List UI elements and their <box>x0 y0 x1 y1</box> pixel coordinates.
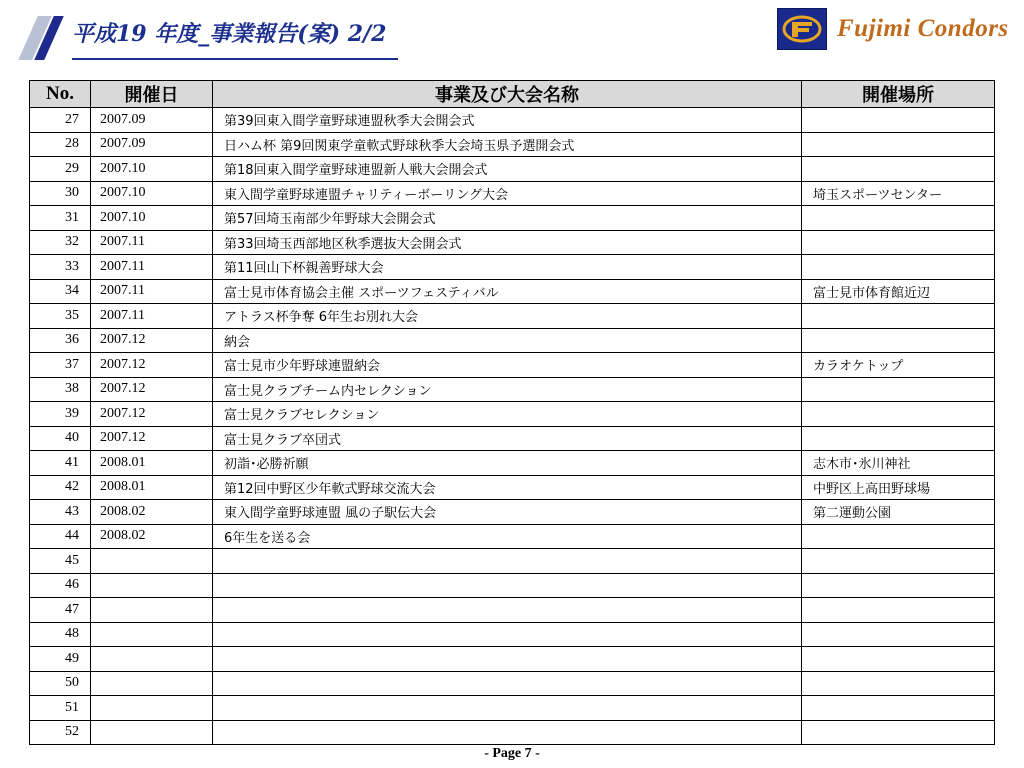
event-name <box>213 598 802 623</box>
table-row <box>30 426 995 451</box>
row-number: 48 <box>30 622 91 647</box>
event-name: 第11回山下杯親善野球大会 <box>213 255 802 280</box>
event-date: 2007.12 <box>91 353 213 378</box>
event-name: 富士見市少年野球連盟納会 <box>213 353 802 378</box>
event-venue <box>802 524 995 549</box>
row-number: 35 <box>30 304 91 329</box>
table-row <box>30 598 995 623</box>
event-date: 2007.11 <box>91 230 213 255</box>
event-venue <box>802 573 995 598</box>
row-number: 34 <box>30 279 91 304</box>
row-number: 40 <box>30 426 91 451</box>
event-date: 2007.09 <box>91 108 213 133</box>
event-name: 6年生を送る会 <box>213 524 802 549</box>
event-date: 2007.12 <box>91 426 213 451</box>
table-row <box>30 108 995 133</box>
event-name: 第18回東入間学童野球連盟新人戦大会開会式 <box>213 157 802 182</box>
event-name <box>213 647 802 672</box>
table-row <box>30 328 995 353</box>
event-venue <box>802 720 995 745</box>
row-number: 30 <box>30 181 91 206</box>
table-row <box>30 524 995 549</box>
table-row <box>30 255 995 280</box>
event-venue <box>802 671 995 696</box>
event-venue: 中野区上高田野球場 <box>802 475 995 500</box>
table-row <box>30 402 995 427</box>
table-row <box>30 230 995 255</box>
event-venue <box>802 157 995 182</box>
event-date: 2008.01 <box>91 451 213 476</box>
event-date <box>91 622 213 647</box>
event-date <box>91 549 213 574</box>
event-name <box>213 573 802 598</box>
event-date: 2007.09 <box>91 132 213 157</box>
event-name: 第57回埼玉南部少年野球大会開会式 <box>213 206 802 231</box>
column-header-date: 開催日 <box>91 81 213 108</box>
title-area <box>72 14 386 54</box>
row-number: 39 <box>30 402 91 427</box>
event-venue <box>802 622 995 647</box>
event-name <box>213 549 802 574</box>
table-row <box>30 304 995 329</box>
table-row <box>30 647 995 672</box>
event-name <box>213 622 802 647</box>
event-date <box>91 671 213 696</box>
row-number: 43 <box>30 500 91 525</box>
event-name: 富士見クラブチーム内セレクション <box>213 377 802 402</box>
title-underline <box>72 58 398 60</box>
event-name <box>213 671 802 696</box>
event-name: 第39回東入間学童野球連盟秋季大会開会式 <box>213 108 802 133</box>
table-row <box>30 500 995 525</box>
event-date: 2007.12 <box>91 377 213 402</box>
fc-emblem-icon <box>777 8 827 50</box>
row-number: 28 <box>30 132 91 157</box>
row-number: 49 <box>30 647 91 672</box>
row-number: 37 <box>30 353 91 378</box>
event-venue <box>802 230 995 255</box>
team-logo <box>777 8 1009 50</box>
event-name: アトラス杯争奪 6年生お別れ大会 <box>213 304 802 329</box>
event-venue <box>802 108 995 133</box>
event-name: 初詣･必勝祈願 <box>213 451 802 476</box>
event-date: 2007.10 <box>91 206 213 231</box>
event-name: 富士見クラブセレクション <box>213 402 802 427</box>
page-title: 平成19 年度_事業報告(案) 2/2 <box>72 21 387 47</box>
event-name: 日ハム杯 第9回関東学童軟式野球秋季大会埼玉県予選開会式 <box>213 132 802 157</box>
event-date <box>91 647 213 672</box>
row-number: 41 <box>30 451 91 476</box>
table-row <box>30 206 995 231</box>
event-venue: カラオケトップ <box>802 353 995 378</box>
row-number: 42 <box>30 475 91 500</box>
event-name: 納会 <box>213 328 802 353</box>
event-venue: 第二運動公園 <box>802 500 995 525</box>
event-name: 富士見クラブ卒団式 <box>213 426 802 451</box>
event-date: 2007.12 <box>91 328 213 353</box>
event-date: 2007.11 <box>91 279 213 304</box>
slide-header <box>0 0 1024 64</box>
table-row <box>30 475 995 500</box>
table-row <box>30 451 995 476</box>
table-body <box>30 108 995 745</box>
table-header-row <box>30 81 995 108</box>
event-venue <box>802 696 995 721</box>
event-venue <box>802 132 995 157</box>
table-row <box>30 279 995 304</box>
table-row <box>30 132 995 157</box>
event-venue: 富士見市体育館近辺 <box>802 279 995 304</box>
row-number: 52 <box>30 720 91 745</box>
row-number: 47 <box>30 598 91 623</box>
logo-wordmark: Fujimi Condors <box>837 15 1009 42</box>
event-venue <box>802 549 995 574</box>
event-date: 2007.12 <box>91 402 213 427</box>
column-header-venue: 開催場所 <box>802 81 995 108</box>
event-name: 第33回埼玉西部地区秋季選抜大会開会式 <box>213 230 802 255</box>
event-date <box>91 696 213 721</box>
row-number: 27 <box>30 108 91 133</box>
event-name <box>213 696 802 721</box>
event-date <box>91 573 213 598</box>
event-venue <box>802 598 995 623</box>
table-row <box>30 157 995 182</box>
event-date: 2007.11 <box>91 304 213 329</box>
row-number: 33 <box>30 255 91 280</box>
event-table <box>29 80 995 745</box>
table-row <box>30 377 995 402</box>
event-date: 2008.01 <box>91 475 213 500</box>
table-row <box>30 353 995 378</box>
table-row <box>30 622 995 647</box>
table-row <box>30 181 995 206</box>
event-name: 東入間学童野球連盟チャリティーボーリング大会 <box>213 181 802 206</box>
event-date: 2008.02 <box>91 524 213 549</box>
row-number: 46 <box>30 573 91 598</box>
event-table-container <box>29 80 995 745</box>
event-venue <box>802 304 995 329</box>
event-venue <box>802 377 995 402</box>
event-venue <box>802 206 995 231</box>
table-row <box>30 696 995 721</box>
column-header-event: 事業及び大会名称 <box>213 81 802 108</box>
event-date: 2007.10 <box>91 181 213 206</box>
table-row <box>30 671 995 696</box>
row-number: 50 <box>30 671 91 696</box>
row-number: 31 <box>30 206 91 231</box>
table-row <box>30 720 995 745</box>
event-date: 2007.10 <box>91 157 213 182</box>
row-number: 51 <box>30 696 91 721</box>
table-row <box>30 573 995 598</box>
event-name: 第12回中野区少年軟式野球交流大会 <box>213 475 802 500</box>
event-date: 2008.02 <box>91 500 213 525</box>
event-name: 富士見市体育協会主催 スポーツフェスティバル <box>213 279 802 304</box>
row-number: 38 <box>30 377 91 402</box>
event-venue: 志木市･氷川神社 <box>802 451 995 476</box>
table-row <box>30 549 995 574</box>
row-number: 45 <box>30 549 91 574</box>
event-date <box>91 720 213 745</box>
row-number: 36 <box>30 328 91 353</box>
column-header-no: No. <box>30 81 91 108</box>
event-date <box>91 598 213 623</box>
event-venue <box>802 255 995 280</box>
event-venue <box>802 647 995 672</box>
row-number: 44 <box>30 524 91 549</box>
page-number: - Page 7 - <box>484 746 540 761</box>
event-date: 2007.11 <box>91 255 213 280</box>
event-venue <box>802 402 995 427</box>
event-name <box>213 720 802 745</box>
event-venue <box>802 328 995 353</box>
event-venue <box>802 426 995 451</box>
row-number: 32 <box>30 230 91 255</box>
event-venue: 埼玉スポーツセンター <box>802 181 995 206</box>
row-number: 29 <box>30 157 91 182</box>
event-name: 東入間学童野球連盟 風の子駅伝大会 <box>213 500 802 525</box>
